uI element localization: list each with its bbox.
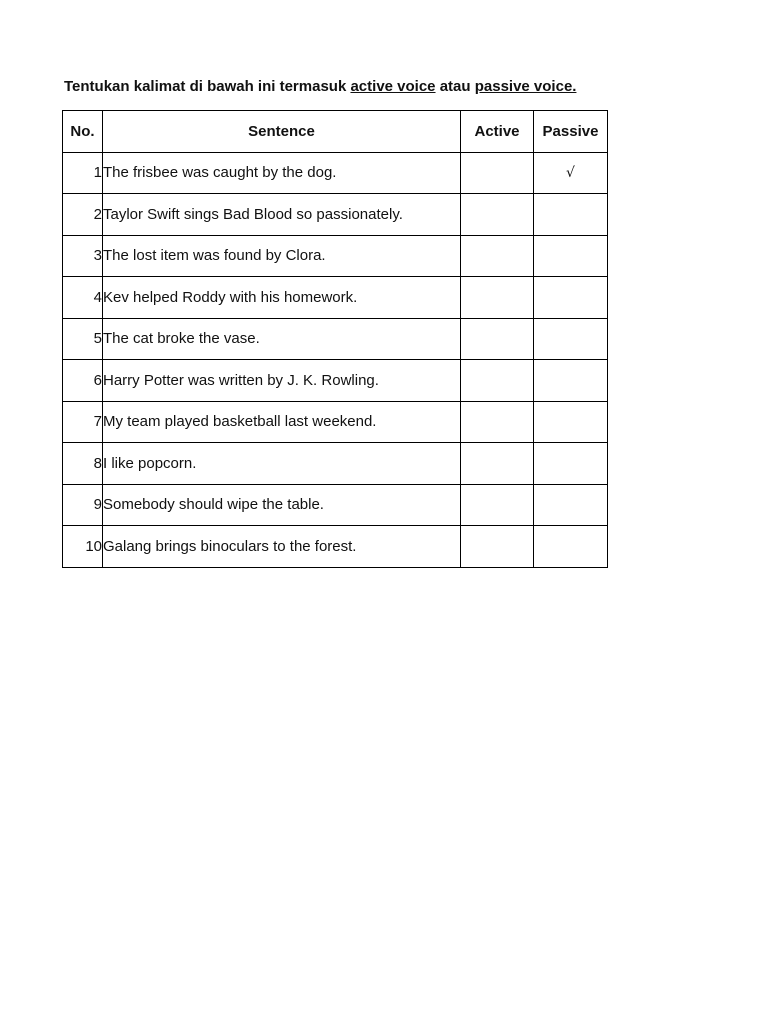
active-answer-cell[interactable]	[461, 152, 534, 194]
row-number: 10	[63, 526, 103, 568]
row-number: 5	[63, 318, 103, 360]
active-voice-term: active voice	[350, 78, 436, 95]
table-row	[63, 318, 608, 360]
passive-answer-cell[interactable]	[534, 194, 608, 236]
instruction-text	[64, 78, 576, 95]
active-answer-cell[interactable]	[461, 235, 534, 277]
active-answer-cell[interactable]	[461, 360, 534, 402]
passive-answer-cell[interactable]	[534, 484, 608, 526]
row-number: 8	[63, 443, 103, 485]
passive-voice-term: passive voice.	[474, 78, 577, 95]
active-answer-cell[interactable]	[461, 194, 534, 236]
table-row	[63, 277, 608, 319]
row-number: 6	[63, 360, 103, 402]
table-row	[63, 443, 608, 485]
table-header-row	[63, 111, 608, 153]
passive-answer-cell[interactable]	[534, 526, 608, 568]
row-number: 7	[63, 401, 103, 443]
active-answer-cell[interactable]	[461, 277, 534, 319]
row-sentence: My team played basketball last weekend.	[103, 401, 461, 443]
passive-answer-cell[interactable]	[534, 318, 608, 360]
row-sentence: The frisbee was caught by the dog.	[103, 152, 461, 194]
header-passive: Passive	[534, 111, 608, 153]
header-sentence: Sentence	[103, 111, 461, 153]
row-sentence: Taylor Swift sings Bad Blood so passionately.	[103, 194, 461, 236]
row-number: 3	[63, 235, 103, 277]
row-sentence: The lost item was found by Clora.	[103, 235, 461, 277]
table-row	[63, 235, 608, 277]
table-row	[63, 152, 608, 194]
table-row	[63, 194, 608, 236]
passive-answer-cell[interactable]	[534, 235, 608, 277]
row-number: 1	[63, 152, 103, 194]
active-answer-cell[interactable]	[461, 443, 534, 485]
instruction-middle: atau	[435, 78, 475, 95]
instruction-prefix: Tentukan kalimat di bawah ini termasuk	[64, 78, 351, 95]
passive-answer-cell[interactable]	[534, 443, 608, 485]
row-sentence: Somebody should wipe the table.	[103, 484, 461, 526]
row-number: 2	[63, 194, 103, 236]
active-answer-cell[interactable]	[461, 484, 534, 526]
active-answer-cell[interactable]	[461, 401, 534, 443]
voice-exercise-table	[62, 110, 608, 568]
table-row	[63, 401, 608, 443]
active-answer-cell[interactable]	[461, 318, 534, 360]
row-sentence: Kev helped Roddy with his homework.	[103, 277, 461, 319]
table-row	[63, 360, 608, 402]
passive-answer-cell[interactable]	[534, 360, 608, 402]
passive-answer-cell[interactable]: √	[534, 152, 608, 194]
row-number: 4	[63, 277, 103, 319]
header-active: Active	[461, 111, 534, 153]
active-answer-cell[interactable]	[461, 526, 534, 568]
passive-answer-cell[interactable]	[534, 277, 608, 319]
table-row	[63, 484, 608, 526]
row-number: 9	[63, 484, 103, 526]
header-no: No.	[63, 111, 103, 153]
row-sentence: Harry Potter was written by J. K. Rowling.	[103, 360, 461, 402]
table-row	[63, 526, 608, 568]
row-sentence: I like popcorn.	[103, 443, 461, 485]
passive-answer-cell[interactable]	[534, 401, 608, 443]
row-sentence: The cat broke the vase.	[103, 318, 461, 360]
row-sentence: Galang brings binoculars to the forest.	[103, 526, 461, 568]
